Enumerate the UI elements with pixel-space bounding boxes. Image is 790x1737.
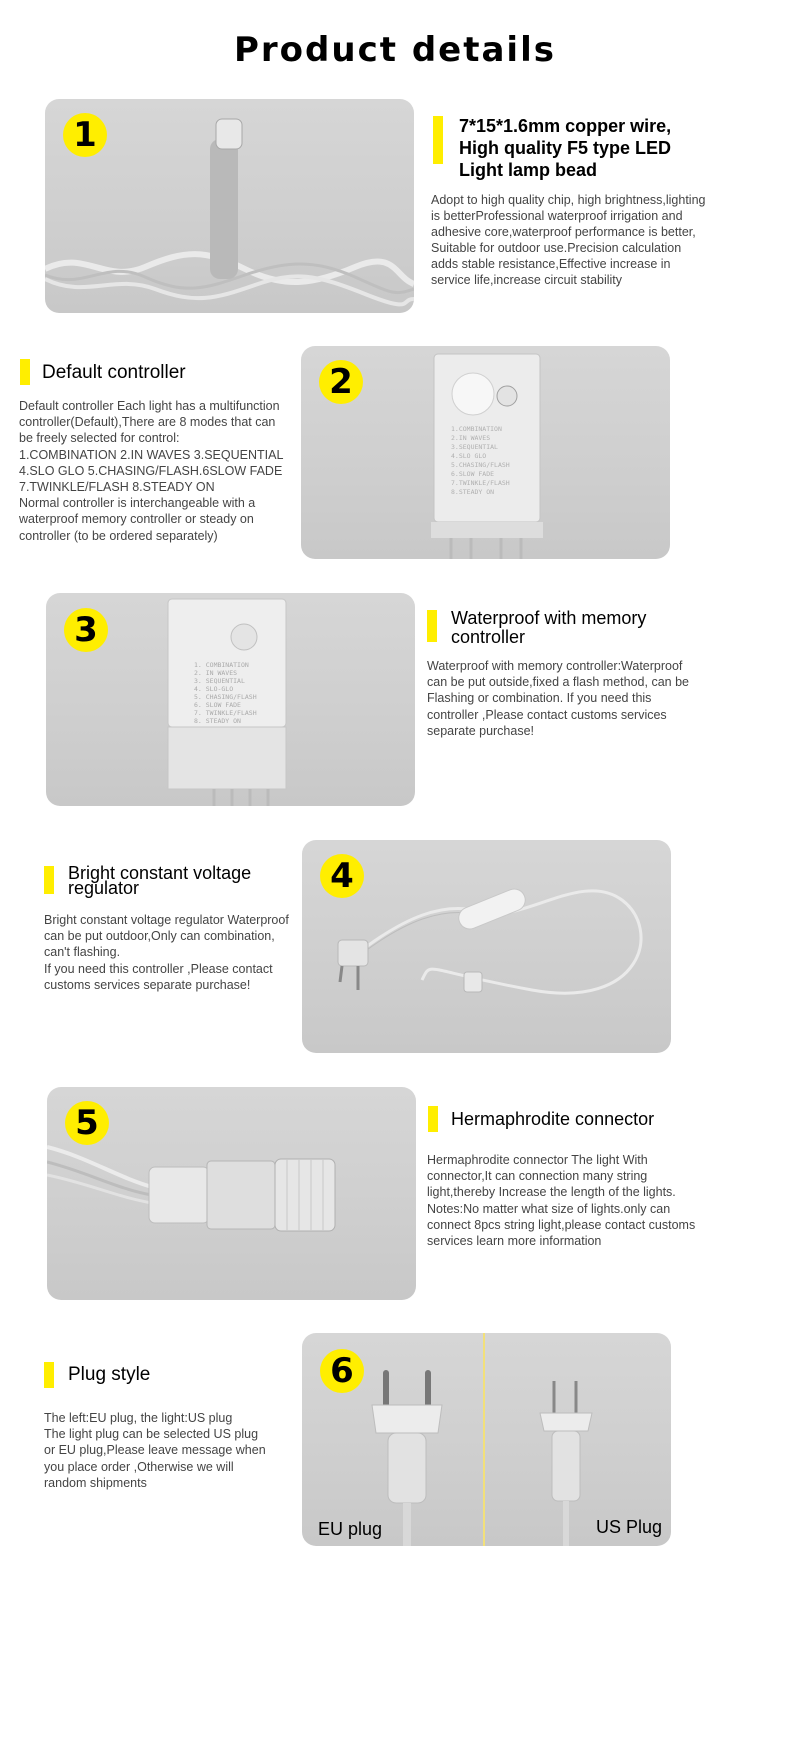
- section-number-badge: 2: [319, 360, 363, 404]
- section-body: Bright constant voltage regulator Waterproof can be put outdoor,Only can combination, can't flashing. If you need this controller ,Please contact customs services separate purchase!: [44, 913, 289, 992]
- plug-photo: [302, 1333, 671, 1546]
- controller-photo: [301, 346, 670, 559]
- device-mode-label: 2. IN WAVES: [194, 669, 238, 677]
- accent-bar: [20, 359, 30, 385]
- section-body: Waterproof with memory controller:Waterproof can be put outside,fixed a flash method, can be Flashing or combination. If you need this controller ,Please contact customs services separate purchase!: [427, 659, 689, 738]
- section-body: The left:EU plug, the light:US plug The light plug can be selected US plug or EU plug,Please leave message when you place order ,Otherwise we will random shipments: [44, 1411, 266, 1490]
- section-heading: Default controller: [42, 362, 186, 383]
- device-mode-label: 7.TWINKLE/FLASH: [451, 479, 510, 487]
- voltage-regulator-photo: [302, 840, 671, 1053]
- device-mode-label: 2.IN WAVES: [451, 434, 491, 442]
- accent-bar: [44, 1362, 54, 1388]
- device-mode-label: 7. TWINKLE/FLASH: [194, 709, 257, 717]
- section-number-badge: 6: [320, 1349, 364, 1393]
- accent-bar: [433, 116, 443, 164]
- section-body: Hermaphrodite connector The light With connector,It can connection many string light,thereby Increase the length of the lights. Notes:No matter what size of lights.only can connect 8pcs string light,please contact customs services learn more information: [427, 1153, 696, 1249]
- device-mode-label: 5.CHASING/FLASH: [451, 461, 510, 469]
- section-heading: Plug style: [68, 1364, 151, 1385]
- us-plug-icon: [540, 1381, 592, 1546]
- section-number-badge: 1: [63, 113, 107, 157]
- memory-controller-photo: [46, 593, 415, 806]
- accent-bar: [428, 1106, 438, 1132]
- section-heading: Hermaphrodite connector: [451, 1109, 655, 1129]
- device-mode-label: 6.SLOW FADE: [451, 470, 495, 478]
- device-mode-label: 3. SEQUENTIAL: [194, 677, 245, 685]
- connector-photo: [47, 1087, 416, 1300]
- device-mode-label: 6. SLOW FADE: [194, 701, 241, 709]
- device-mode-label: 3.SEQUENTIAL: [451, 443, 498, 451]
- section-number-badge: 4: [320, 854, 364, 898]
- section-number-badge: 3: [64, 608, 108, 652]
- page-title: Product details: [234, 30, 556, 70]
- eu-plug-caption: EU plug: [318, 1519, 383, 1539]
- eu-plug-icon: [372, 1373, 442, 1546]
- section-body: Default controller Each light has a multifunction controller(Default),There are 8 modes that can be freely selected for control: 1.COMBINATION 2.IN WAVES 3.SEQUENTIAL 4.SLO GLO 5.CHASING/FLASH.6SLOW FADE 7.TWINKLE/FLASH 8.STEADY ON Normal controller is interchangeable with a waterproof memory controller or steady on controller (to be ordered separately): [19, 399, 284, 543]
- section-number-badge: 5: [65, 1101, 109, 1145]
- device-mode-label: 8.STEADY ON: [451, 488, 495, 496]
- device-mode-label: 8. STEADY ON: [194, 717, 241, 725]
- led-bead-photo: [45, 99, 414, 313]
- section-heading: Bright constant voltage regulator: [68, 863, 252, 898]
- section-heading: Waterproof with memory controller: [451, 608, 647, 647]
- device-mode-label: 1.COMBINATION: [451, 425, 502, 433]
- accent-bar: [44, 866, 54, 894]
- us-plug-caption: US Plug: [596, 1517, 663, 1537]
- device-mode-label: 1. COMBINATION: [194, 661, 249, 669]
- device-mode-label: 4. SLO-GLO: [194, 685, 234, 693]
- section-body: Adopt to high quality chip, high brightness,lighting is betterProfessional waterproof irrigation and adhesive core,waterproof performance is better, Suitable for outdoor use.Precision calculation adds stable resistance,Effective increase in service life,increase circuit stability: [431, 193, 706, 287]
- section-heading: 7*15*1.6mm copper wire, High quality F5 type LED Light lamp bead: [459, 116, 672, 180]
- accent-bar: [427, 610, 437, 642]
- device-mode-label: 5. CHASING/FLASH: [194, 693, 257, 701]
- device-mode-label: 4.SLO GLO: [451, 452, 487, 460]
